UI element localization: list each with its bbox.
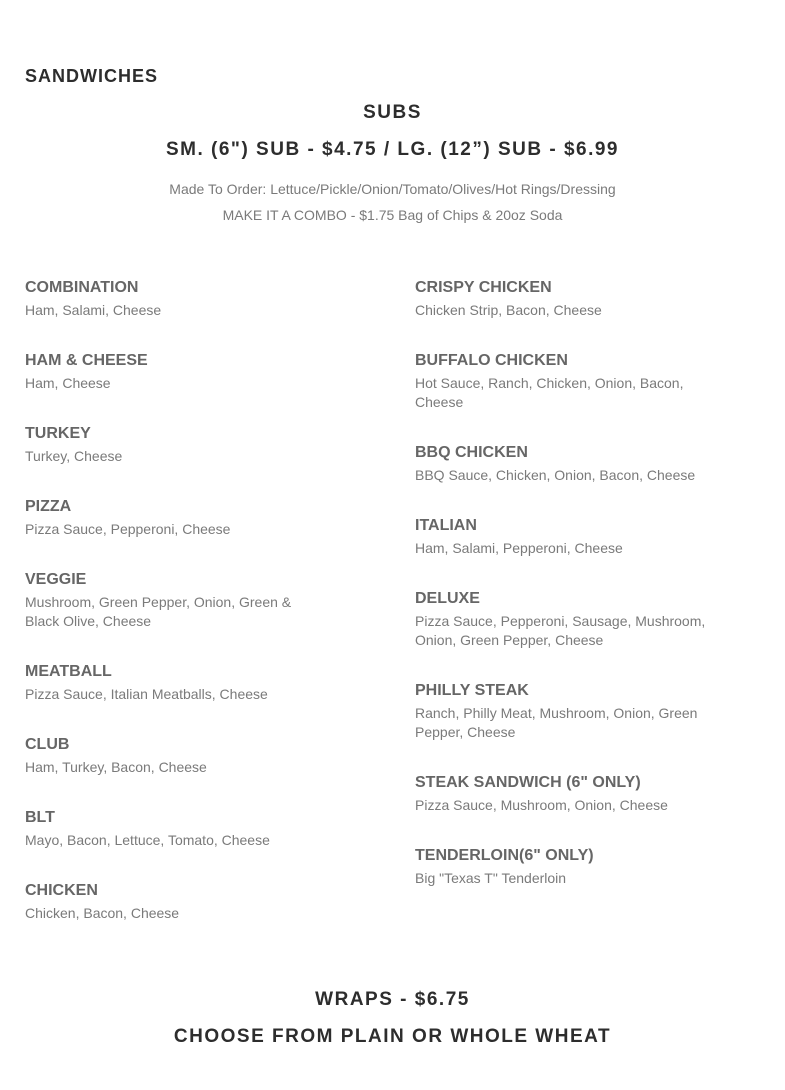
item-description: Pizza Sauce, Italian Meatballs, Cheese [25, 686, 268, 702]
item-description: Ham, Salami, Pepperoni, Cheese [415, 540, 623, 556]
wraps-subtitle: CHOOSE FROM PLAIN OR WHOLE WHEAT [173, 1026, 612, 1047]
section-title: SANDWICHES [25, 66, 159, 86]
item-name: ITALIAN [415, 517, 477, 534]
menu-item-tenderloin [415, 846, 725, 919]
item-name: CHICKEN [25, 882, 98, 899]
item-description: Hot Sauce, Ranch, Chicken, Onion, Bacon, Cheese [415, 375, 684, 410]
item-description: Turkey, Cheese [25, 448, 123, 464]
item-name: CLUB [25, 736, 70, 753]
left-menu-column [25, 278, 325, 954]
subs-price-line: SM. (6") SUB - $4.75 / LG. (12”) SUB - $6.99 [165, 139, 619, 160]
item-description: BBQ Sauce, Chicken, Onion, Bacon, Cheese [415, 467, 696, 483]
menu-item-buffalo-chicken [415, 351, 725, 443]
menu-item-ham-cheese [25, 351, 325, 424]
item-name: HAM & CHEESE [25, 352, 148, 369]
menu-item-turkey [25, 424, 325, 497]
item-description: Pizza Sauce, Pepperoni, Sausage, Mushroom, Onion, Green Pepper, Cheese [415, 613, 706, 648]
item-name: TURKEY [25, 425, 91, 442]
combo-note: MAKE IT A COMBO - $1.75 Bag of Chips & 20oz Soda [222, 207, 563, 223]
item-name: STEAK SANDWICH (6" ONLY) [415, 774, 641, 791]
item-name: VEGGIE [25, 571, 87, 588]
menu-item-crispy-chicken [415, 278, 725, 351]
menu-item-combination [25, 278, 325, 351]
item-name: PHILLY STEAK [415, 682, 529, 699]
menu-item-philly-steak [415, 681, 725, 773]
item-description: Ham, Cheese [25, 375, 111, 391]
item-description: Big "Texas T" Tenderloin [415, 870, 567, 886]
item-name: TENDERLOIN(6" ONLY) [415, 847, 594, 864]
item-name: MEATBALL [25, 663, 112, 680]
item-name: BUFFALO CHICKEN [415, 352, 568, 369]
made-to-order-note: Made To Order: Lettuce/Pickle/Onion/Tomato/Olives/Hot Rings/Dressing [169, 181, 616, 197]
menu-item-meatball [25, 662, 325, 735]
item-name: CRISPY CHICKEN [415, 279, 552, 296]
menu-item-deluxe [415, 589, 725, 681]
item-description: Ham, Salami, Cheese [25, 302, 162, 318]
menu-item-blt [25, 808, 325, 881]
item-description: Chicken Strip, Bacon, Cheese [415, 302, 602, 318]
item-description: Pizza Sauce, Mushroom, Onion, Cheese [415, 797, 668, 813]
item-name: BLT [25, 809, 55, 826]
item-name: PIZZA [25, 498, 72, 515]
item-description: Ham, Turkey, Bacon, Cheese [25, 759, 207, 775]
wraps-title: WRAPS - $6.75 [315, 989, 470, 1010]
menu-item-italian [415, 516, 725, 589]
item-name: BBQ CHICKEN [415, 444, 528, 461]
item-description: Pizza Sauce, Pepperoni, Cheese [25, 521, 231, 537]
menu-item-steak-sandwich [415, 773, 725, 846]
item-name: DELUXE [415, 590, 480, 607]
menu-item-club [25, 735, 325, 808]
item-description: Mayo, Bacon, Lettuce, Tomato, Cheese [25, 832, 270, 848]
menu-item-bbq-chicken [415, 443, 725, 516]
item-description: Chicken, Bacon, Cheese [25, 905, 180, 921]
menu-item-pizza [25, 497, 325, 570]
subs-title: SUBS [363, 102, 422, 123]
right-menu-column [415, 278, 725, 919]
item-description: Ranch, Philly Meat, Mushroom, Onion, Green Pepper, Cheese [415, 705, 698, 740]
item-name: COMBINATION [25, 279, 139, 296]
menu-item-veggie [25, 570, 325, 662]
item-description: Mushroom, Green Pepper, Onion, Green & Black Olive, Cheese [25, 594, 292, 629]
menu-item-chicken [25, 881, 325, 954]
